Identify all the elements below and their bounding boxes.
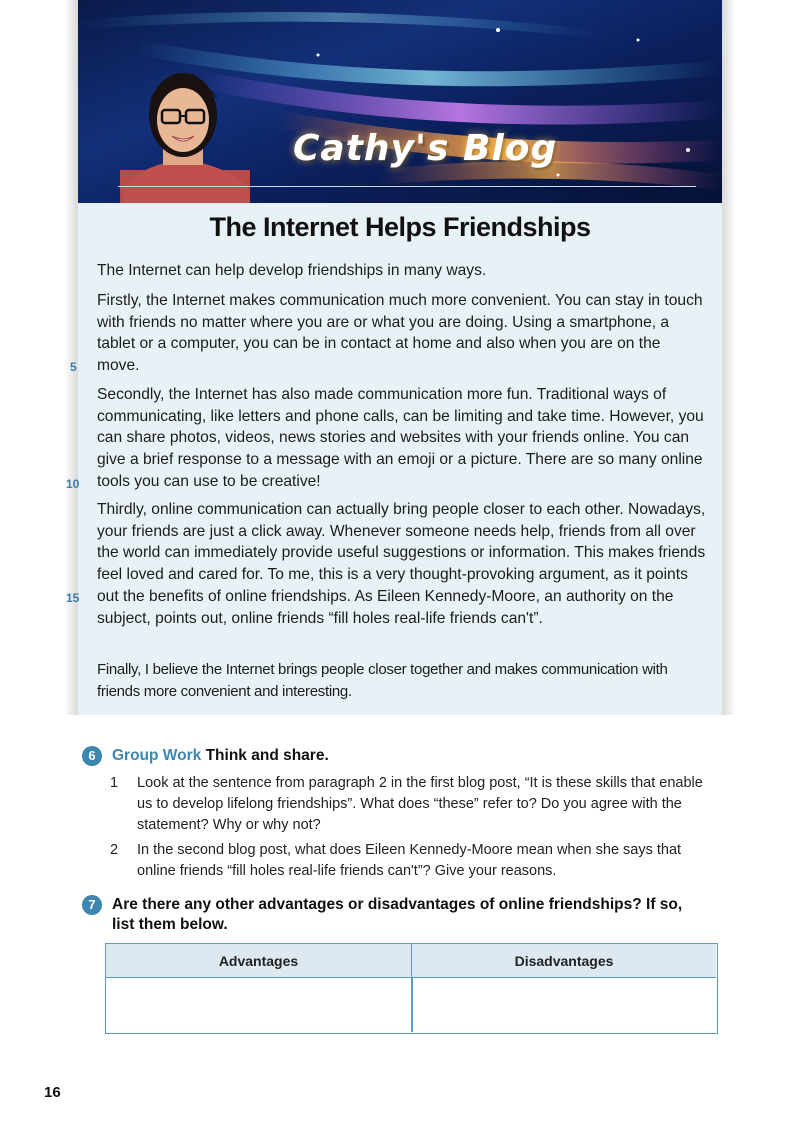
advantages-table xyxy=(105,943,718,1034)
paragraph-2: Firstly, the Internet makes communication much more convenient. You can stay in touch with friends no matter where you are or what you are doing. Using a smartphone, a tablet or a computer, you can be in contact at home and also when you are on the move. xyxy=(97,292,703,375)
article-title: The Internet Helps Friendships xyxy=(209,212,591,242)
section-6-heading xyxy=(112,747,329,765)
page-number: 16 xyxy=(44,1084,61,1101)
section-6-badge: 6 xyxy=(82,746,102,766)
paragraph-5: Finally, I believe the Internet brings people closer together and makes communication with friends more convenient and interesting. xyxy=(97,661,668,700)
disadvantages-header: Disadvantages xyxy=(412,944,716,978)
line-number-15: 15 xyxy=(66,591,80,605)
banner-light-streaks xyxy=(78,0,722,203)
question-text: Look at the sentence from paragraph 2 in the first blog post, “It is these skills that enable us to develop lifelong friendships”. What does “these” refer to? Do you agree with the statement? Why or why not? xyxy=(137,775,703,833)
blog-banner xyxy=(78,0,722,203)
group-work-label: Group Work xyxy=(112,747,202,764)
line-number-10: 10 xyxy=(66,477,80,491)
section-7-badge: 7 xyxy=(82,895,102,915)
banner-divider xyxy=(118,186,696,187)
question-number: 1 xyxy=(110,775,119,791)
line-number-5: 5 xyxy=(70,360,77,374)
section-7-heading: Are there any other advantages or disadvantages of online friendships? If so, list them below. xyxy=(112,896,683,933)
page-shadow-right xyxy=(722,0,736,715)
question-number: 2 xyxy=(110,842,119,858)
column-divider xyxy=(411,978,413,1032)
advantages-header: Advantages xyxy=(106,944,412,978)
paragraph-1: The Internet can help develop friendships in many ways. xyxy=(97,262,487,279)
banner-title: Cathy's Blog xyxy=(293,128,558,169)
blog-panel xyxy=(66,0,722,715)
paragraph-3: Secondly, the Internet has also made communication more fun. Traditional ways of communicating, like letters and phone calls, can be limiting and take time. However, you can share photos, videos, news stories and websites with your friends online. You can give a brief response to a message with an emoji or a picture. There are so many online tools you can use to be creative! xyxy=(97,386,704,490)
paragraph-4: Thirdly, online communication can actually bring people closer to each other. Nowadays, your friends are just a click away. Whenever someone needs help, friends from all over the world can immediately provide useful suggestions or information. This makes friends feel loved and cared for. To me, this is a very thought-provoking argument, as it points out the benefits of online friendships. As Eileen Kennedy-Moore, an authority on the subject, points out, online friends “fill holes real-life friends can't”. xyxy=(97,501,706,627)
question-text: In the second blog post, what does Eileen Kennedy-Moore mean when she says that online friends “fill holes real-life friends can't”? Give your reasons. xyxy=(137,842,682,879)
page-shadow-left xyxy=(64,0,78,715)
think-and-share-label: Think and share. xyxy=(205,747,329,764)
